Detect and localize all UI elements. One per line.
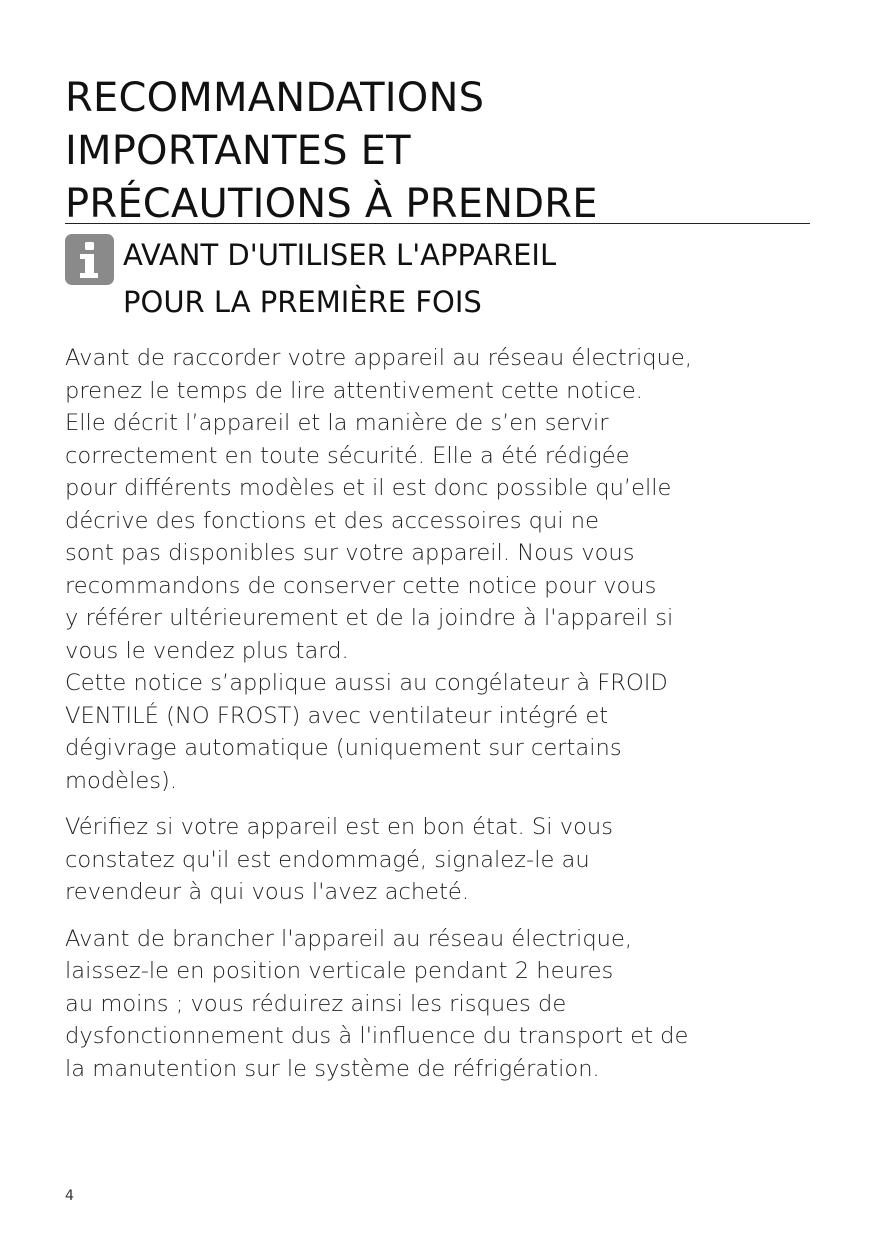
text-line: dysfonctionnement dus à l'influence du transport et de <box>65 1023 689 1049</box>
page-heading-block <box>65 72 810 231</box>
page-title-line: RECOMMANDATIONS <box>65 75 485 121</box>
paragraph-check-condition <box>65 811 825 909</box>
text-line: vous le vendez plus tard. <box>65 637 349 664</box>
text-line: recommandons de conserver cette notice pour vous <box>65 572 657 599</box>
section-subtitle <box>123 232 556 326</box>
text-line: Vérifiez si votre appareil est en bon état. Si vous <box>65 814 613 840</box>
title-divider <box>65 223 810 224</box>
text-line: constatez qu'il est endommagé, signalez-le au <box>65 846 590 873</box>
section-subtitle-line: AVANT D'UTILISER L'APPAREIL <box>123 238 557 272</box>
page-title <box>65 72 810 231</box>
info-icon <box>65 234 114 285</box>
text-line: VENTILÉ (NO FROST) avec ventilateur intégré et <box>65 702 609 729</box>
paragraph-before-plugging <box>65 923 825 1086</box>
text-line: Elle décrit l’appareil et la manière de s’en servir <box>65 410 609 436</box>
text-line: revendeur à qui vous l'avez acheté. <box>65 879 470 905</box>
body-text <box>65 342 825 1085</box>
text-line: y référer ultérieurement et de la joindre à l'appareil si <box>65 605 674 631</box>
text-line: Avant de raccorder votre appareil au réseau électrique, <box>65 345 692 371</box>
text-line: sont pas disponibles sur votre appareil. Nous vous <box>65 540 635 566</box>
text-line: dégivrage automatique (uniquement sur certains <box>65 735 622 761</box>
paragraph-intro <box>65 342 825 797</box>
text-line: correctement en toute sécurité. Elle a été rédigée <box>65 442 630 469</box>
page-title-line: IMPORTANTES ET <box>65 128 411 174</box>
page-title-line: PRÉCAUTIONS À PRENDRE <box>65 181 598 227</box>
text-line: Avant de brancher l'appareil au réseau électrique, <box>65 925 633 952</box>
text-line: laissez-le en position verticale pendant 2 heures <box>65 958 614 984</box>
section-subtitle-line: POUR LA PREMIÈRE FOIS <box>123 285 482 319</box>
text-line: décrive des fonctions et des accessoires qui ne <box>65 507 599 534</box>
text-line: prenez le temps de lire attentivement cette notice. <box>65 377 643 404</box>
page-number: 4 <box>65 1188 74 1204</box>
text-line: pour différents modèles et il est donc possible qu’elle <box>65 475 672 501</box>
text-line: au moins ; vous réduirez ainsi les risques de <box>65 990 567 1017</box>
text-line: Cette notice s’applique aussi au congélateur à FROID <box>65 670 668 696</box>
text-line: modèles). <box>65 767 178 794</box>
text-line: la manutention sur le système de réfrigération. <box>65 1055 600 1082</box>
info-glyph-icon <box>65 234 114 285</box>
